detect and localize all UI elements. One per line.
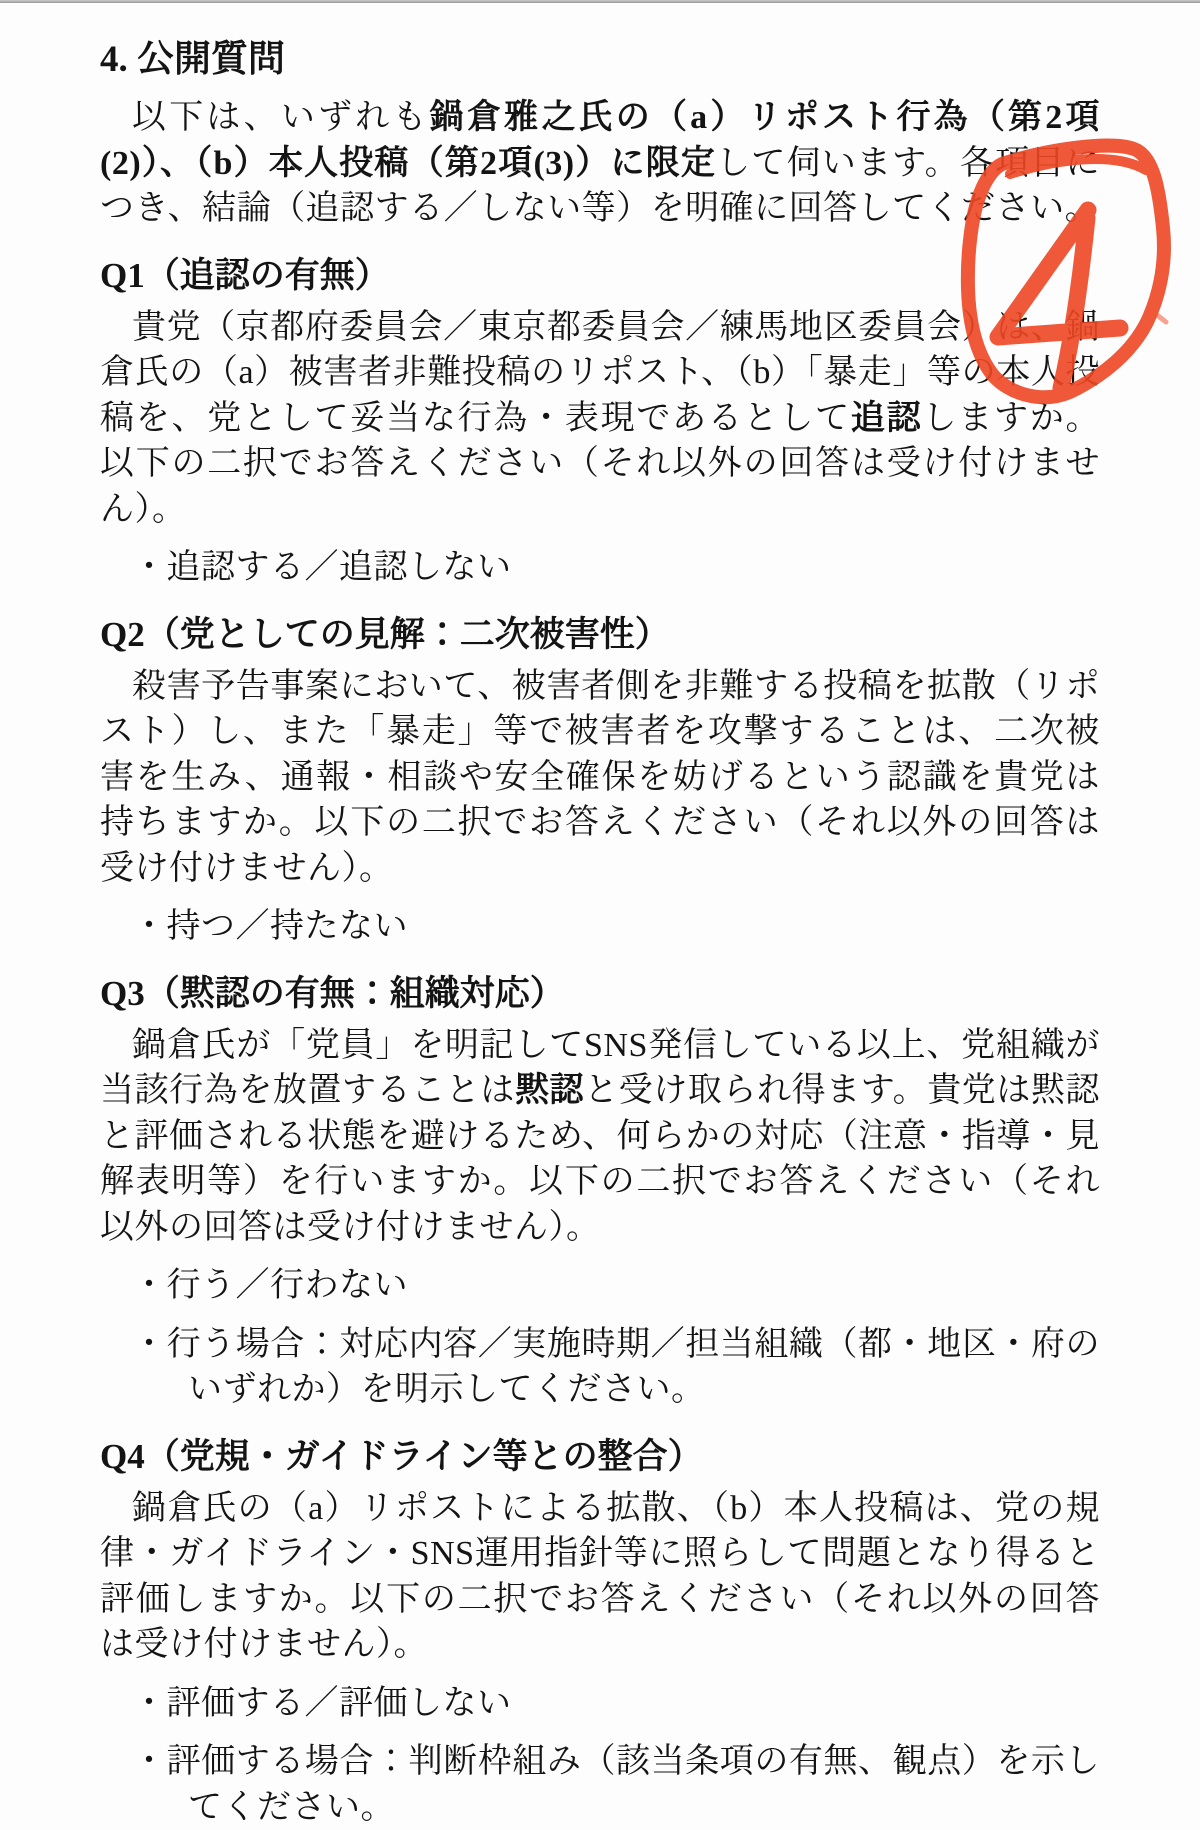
bullet-icon: ・ — [132, 1267, 167, 1304]
q1-option-item — [100, 545, 1100, 591]
q2-heading: Q2（党としての見解：二次被害性） — [100, 612, 1100, 658]
bullet-icon: ・ — [132, 549, 167, 586]
bullet-icon: ・ — [132, 1326, 167, 1363]
q4-condition-text: 評価する場合：判断枠組み（該当条項の有無、観点）を示してください。 — [167, 1743, 1100, 1826]
q1-option-text: 追認する／追認しない — [167, 549, 512, 586]
q3-option-item — [100, 1263, 1100, 1309]
q2-paragraph — [100, 664, 1100, 892]
q1-text-bold: 追認 — [851, 400, 923, 437]
q1-heading: Q1（追認の有無） — [100, 253, 1100, 299]
section-q3 — [100, 971, 1100, 1413]
q1-text-post: しますか。以下の二択でお答えください（それ以外の回答は受け付けません）。 — [100, 400, 1100, 528]
bullet-icon: ・ — [132, 908, 167, 945]
bullet-icon: ・ — [132, 1743, 167, 1780]
q3-heading: Q3（黙認の有無：組織対応） — [100, 971, 1100, 1017]
q3-condition-item — [100, 1322, 1100, 1413]
q3-paragraph — [100, 1023, 1100, 1251]
intro-text-post: して伺います。各項目につき、結論（追認する／しない等）を明確に回答してください。 — [100, 145, 1100, 228]
q3-text-bold: 黙認 — [515, 1072, 584, 1109]
page-title: 4. 公開質問 — [100, 37, 1100, 83]
document-page — [0, 3, 1200, 1830]
q2-option-text: 持つ／持たない — [167, 908, 409, 945]
intro-text-pre: 以下は、いずれも — [132, 99, 430, 136]
intro-paragraph — [100, 95, 1100, 232]
q4-paragraph — [100, 1486, 1100, 1668]
q3-text-post: と受け取られ得ます。貴党は黙認と評価される状態を避けるため、何らかの対応（注意・指導・見解表明等）を行いますか。以下の二択でお答えください（それ以外の回答は受け付けません）。 — [100, 1072, 1100, 1246]
section-q1 — [100, 253, 1100, 591]
q3-option-text: 行う／行わない — [167, 1267, 409, 1304]
q2-text-pre: 殺害予告事案において、被害者側を非難する投稿を拡散（リポスト）し、また「暴走」等で被害者を攻撃することは、二次被害を生み、通報・相談や安全確保を妨げるという認識を貴党は持ちますか。以下の二択でお答えください（それ以外の回答は受け付けません）。 — [100, 668, 1100, 887]
bullet-icon: ・ — [132, 1685, 167, 1722]
q1-paragraph — [100, 305, 1100, 533]
section-q4 — [100, 1434, 1100, 1830]
q1-text-pre: 貴党（京都府委員会／東京都委員会／練馬地区委員会）は、鍋倉氏の（a）被害者非難投稿のリポスト、（b）「暴走」等の本人投稿を、党として妥当な行為・表現であるとして — [100, 309, 1100, 437]
section-q2 — [100, 612, 1100, 950]
q3-condition-text: 行う場合：対応内容／実施時期／担当組織（都・地区・府のいずれか）を明示してください。 — [167, 1326, 1100, 1409]
q2-option-item — [100, 904, 1100, 950]
q3-text-pre: 鍋倉氏が「党員」を明記してSNS発信している以上、党組織が当該行為を放置することは — [100, 1027, 1100, 1110]
q4-text-pre: 鍋倉氏の（a）リポストによる拡散、（b）本人投稿は、党の規律・ガイドライン・SNS運用指針等に照らして問題となり得ると評価しますか。以下の二択でお答えください（それ以外の回答は受け付けません）。 — [100, 1490, 1100, 1664]
q4-heading: Q4（党規・ガイドライン等との整合） — [100, 1434, 1100, 1480]
intro-text-bold: 鍋倉雅之氏の（a）リポスト行為（第2項(2)）、（b）本人投稿（第2項(3)）に限定 — [100, 99, 1100, 182]
q4-option-text: 評価する／評価しない — [167, 1685, 512, 1722]
q4-condition-item — [100, 1739, 1100, 1830]
q4-option-item — [100, 1681, 1100, 1727]
